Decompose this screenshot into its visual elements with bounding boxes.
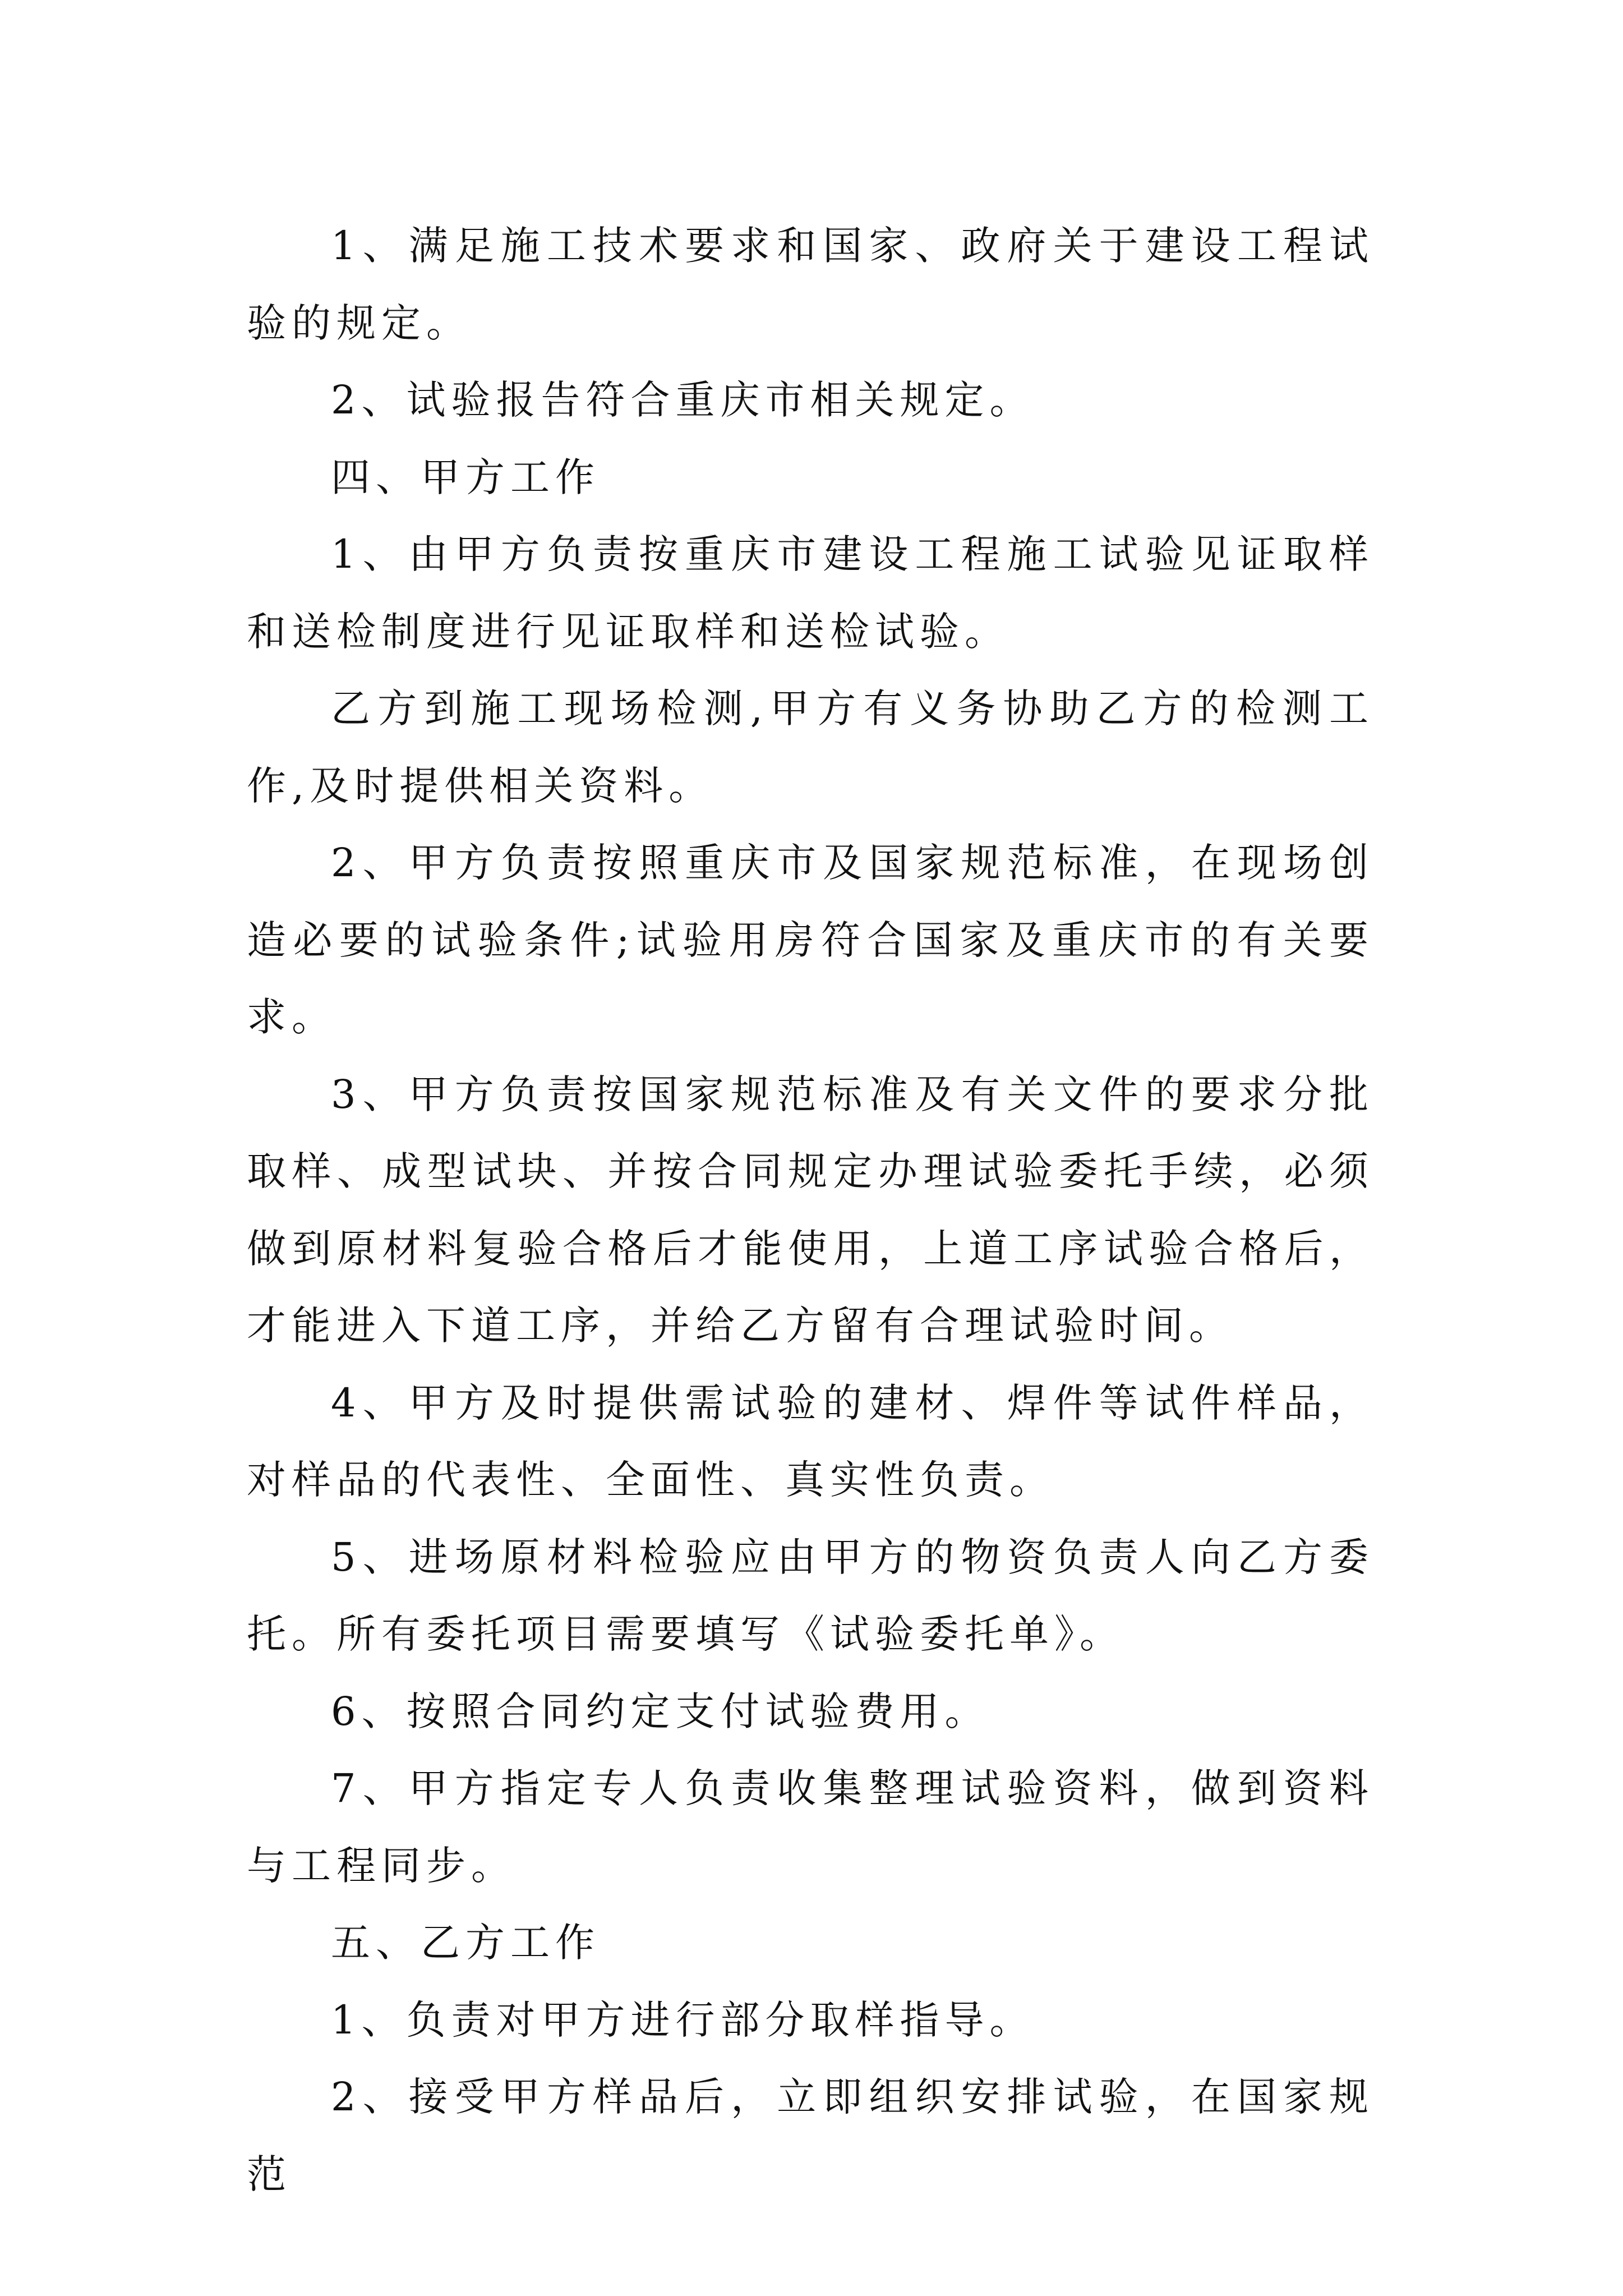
section-4-heading: 四、甲方工作	[331, 454, 600, 500]
party-a-clause-3-paragraph: 3、甲方负责按国家规范标准及有关文件的要求分批取样、成型试块、并按合同规定办理试验委托手续，必须做到原材料复验合格后才能使用，上道工序试验合格后，才能进入下道工序，并给乙方留有合理试验时间。	[247, 1071, 1374, 1349]
party-a-clause-2-paragraph: 2、甲方负责按照重庆市及国家规范标准，在现场创造必要的试验条件;试验用房符合国家及重庆市的有关要求。	[247, 840, 1374, 1040]
party-a-clause-1-paragraph: 1、由甲方负责按重庆市建设工程施工试验见证取样和送检制度进行见证取样和送检试验。	[247, 531, 1374, 655]
party-a-clause-6-paragraph: 6、按照合同约定支付试验费用。	[331, 1688, 990, 1734]
section-5-heading: 五、乙方工作	[331, 1920, 600, 1966]
party-b-site-testing-paragraph: 乙方到施工现场检测,甲方有义务协助乙方的检测工作,及时提供相关资料。	[247, 685, 1374, 809]
document-body	[247, 208, 1374, 2213]
clause-2-paragraph: 2、试验报告符合重庆市相关规定。	[331, 377, 1035, 423]
party-b-clause-1-paragraph: 1、负责对甲方进行部分取样指导。	[331, 1996, 1035, 2043]
clause-1-paragraph: 1、满足施工技术要求和国家、政府关于建设工程试验的规定。	[247, 223, 1374, 346]
party-a-clause-7-paragraph: 7、甲方指定专人负责收集整理试验资料，做到资料与工程同步。	[247, 1765, 1374, 1889]
party-a-clause-4-paragraph: 4、甲方及时提供需试验的建材、焊件等试件样品，对样品的代表性、全面性、真实性负责。	[247, 1379, 1374, 1503]
party-b-clause-2-paragraph: 2、接受甲方样品后，立即组织安排试验，在国家规范	[247, 2074, 1374, 2197]
party-a-clause-5-paragraph: 5、进场原材料检验应由甲方的物资负责人向乙方委托。所有委托项目需要填写《试验委托单》。	[247, 1534, 1374, 1657]
